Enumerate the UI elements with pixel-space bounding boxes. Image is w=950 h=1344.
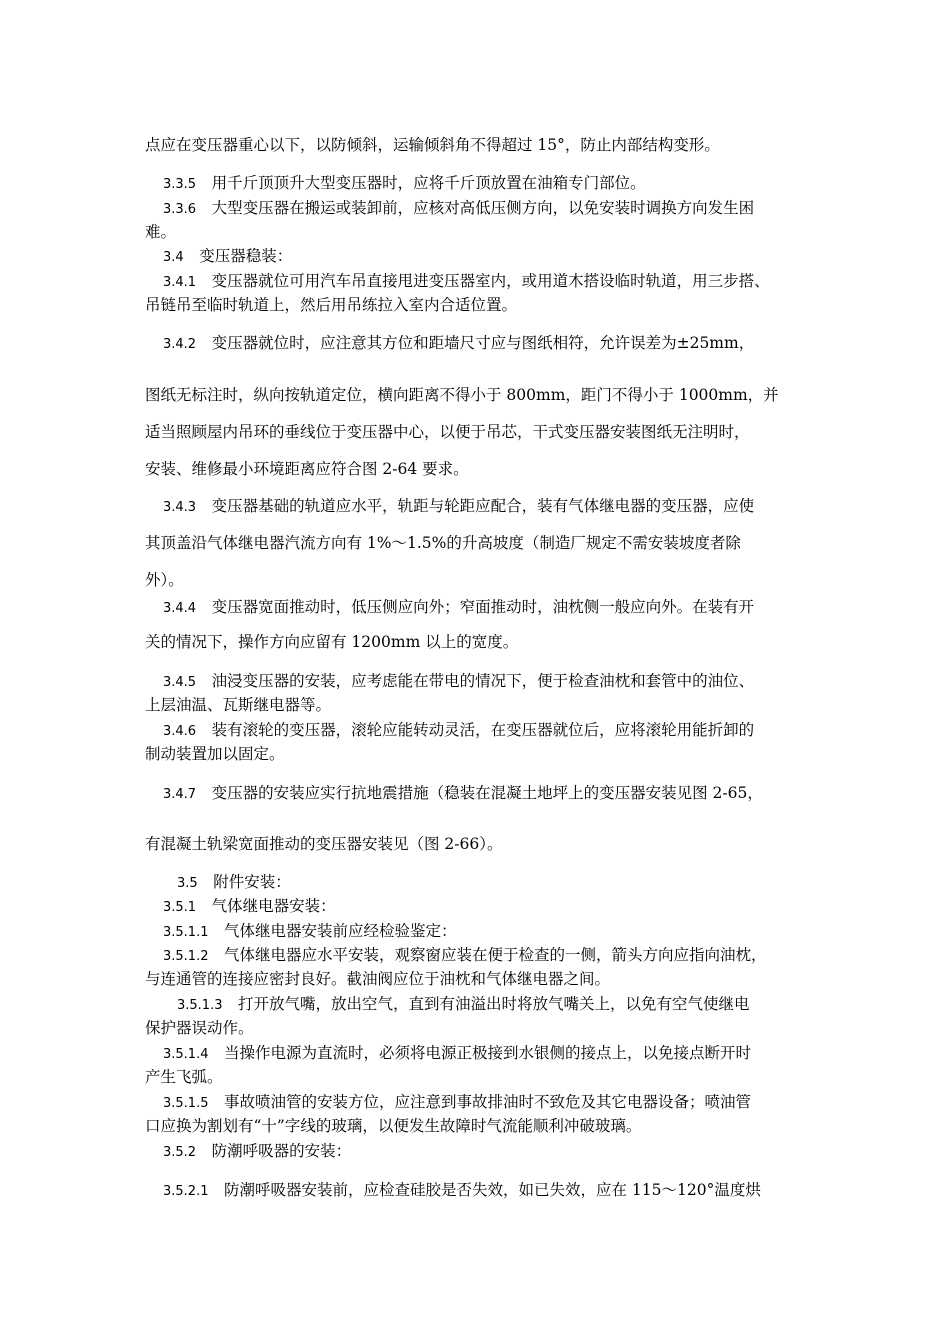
text-line: 保护器误动作。 bbox=[145, 1019, 254, 1037]
clause-number: 3.5.2 bbox=[163, 1145, 197, 1160]
text-line: 安装、维修最小环境距离应符合图 2-64 要求。 bbox=[145, 460, 469, 478]
text-line: 吊链吊至临时轨道上，然后用吊练拉入室内合适位置。 bbox=[145, 296, 518, 314]
clause-3-4-4: 3.4.4 变压器宽面推动时，低压侧应向外；窄面推动时，油枕侧一般应向外。在装有开 bbox=[163, 598, 755, 616]
text-line: 点应在变压器重心以下，以防倾斜，运输倾斜角不得超过 15°，防止内部结构变形。 bbox=[145, 136, 720, 154]
clause-3-5-1-1: 3.5.1.1 气体继电器安装前应经检验鉴定： bbox=[163, 922, 457, 940]
clause-3-4-3: 3.4.3 变压器基础的轨道应水平，轨距与轮距应配合，装有气体继电器的变压器，应使 bbox=[163, 497, 755, 515]
clause-3-4-1: 3.4.1 变压器就位可用汽车吊直接甩进变压器室内，或用道木搭设临时轨道，用三步搭、 bbox=[163, 272, 770, 290]
text-line: 适当照顾屋内吊环的垂线位于变压器中心，以便于吊芯，干式变压器安装图纸无注明时， bbox=[145, 423, 750, 441]
clause-number: 3.5.1.3 bbox=[177, 998, 223, 1013]
clause-number: 3.5.2.1 bbox=[163, 1184, 209, 1199]
clause-number: 3.5.1.2 bbox=[163, 949, 209, 964]
text-line: 关的情况下，操作方向应留有 1200mm 以上的宽度。 bbox=[145, 633, 519, 651]
clause-3-4-7: 3.4.7 变压器的安装应实行抗地震措施（稳装在混凝土地坪上的变压器安装见图 2-65， bbox=[163, 784, 763, 802]
text-line: 上层油温、瓦斯继电器等。 bbox=[145, 696, 332, 714]
section-3-4-heading: 3.4 变压器稳装： bbox=[163, 247, 293, 265]
section-3-5-heading: 3.5 附件安装： bbox=[177, 873, 291, 891]
clause-3-5-2-1: 3.5.2.1 防潮呼吸器安装前，应检查硅胶是否失效，如已失效，应在 115～120°温度烘 bbox=[163, 1181, 761, 1199]
clause-3-5-1-3: 3.5.1.3 打开放气嘴，放出空气，直到有油溢出时将放气嘴关上，以免有空气使继电 bbox=[177, 995, 750, 1013]
text-line: 难。 bbox=[145, 223, 177, 241]
clause-3-3-5: 3.3.5 用千斤顶顶升大型变压器时，应将千斤顶放置在油箱专门部位。 bbox=[163, 174, 646, 192]
clause-number: 3.4.1 bbox=[163, 275, 197, 290]
clause-number: 3.5.1 bbox=[163, 900, 197, 915]
clause-3-3-6: 3.3.6 大型变压器在搬运或装卸前，应核对高低压侧方向，以免安装时调换方向发生困 bbox=[163, 199, 755, 217]
text-line: 其顶盖沿气体继电器汽流方向有 1%～1.5%的升高坡度（制造厂规定不需安装坡度者除 bbox=[145, 534, 741, 552]
clause-3-5-1-2: 3.5.1.2 气体继电器应水平安装，观察窗应装在便于检查的一侧，箭头方向应指向油枕， bbox=[163, 946, 767, 964]
clause-number: 3.5.1.1 bbox=[163, 925, 209, 940]
clause-3-5-1-5: 3.5.1.5 事故喷油管的安装方位，应注意到事故排油时不致危及其它电器设备；喷油管 bbox=[163, 1093, 752, 1111]
clause-3-5-1: 3.5.1 气体继电器安装： bbox=[163, 897, 336, 915]
clause-number: 3.4.5 bbox=[163, 675, 197, 690]
clause-number: 3.5.1.5 bbox=[163, 1096, 209, 1111]
clause-3-4-6: 3.4.6 装有滚轮的变压器，滚轮应能转动灵活，在变压器就位后，应将滚轮用能折卸的 bbox=[163, 721, 755, 739]
clause-3-4-2: 3.4.2 变压器就位时，应注意其方位和距墙尺寸应与图纸相符，允许误差为±25mm， bbox=[163, 334, 755, 352]
text-line: 产生飞弧。 bbox=[145, 1068, 223, 1086]
clause-3-4-5: 3.4.5 油浸变压器的安装，应考虑能在带电的情况下，便于检查油枕和套管中的油位、 bbox=[163, 672, 755, 690]
text-line: 与连通管的连接应密封良好。截油阀应位于油枕和气体继电器之间。 bbox=[145, 970, 611, 988]
clause-number: 3.3.6 bbox=[163, 202, 197, 217]
text-line: 口应换为割划有“十”字线的玻璃，以便发生故障时气流能顺利冲破玻璃。 bbox=[145, 1117, 642, 1135]
text-line: 图纸无标注时，纵向按轨道定位，横向距离不得小于 800mm，距门不得小于 1000mm，并 bbox=[145, 386, 779, 404]
clause-number: 3.4.4 bbox=[163, 601, 197, 616]
text-line: 制动装置加以固定。 bbox=[145, 745, 285, 763]
clause-3-5-2: 3.5.2 防潮呼吸器的安装： bbox=[163, 1142, 352, 1160]
text-line: 有混凝土轨梁宽面推动的变压器安装见（图 2-66）。 bbox=[145, 835, 503, 853]
clause-3-5-1-4: 3.5.1.4 当操作电源为直流时，必须将电源正极接到水银侧的接点上，以免接点断开时 bbox=[163, 1044, 752, 1062]
clause-number: 3.4.2 bbox=[163, 337, 197, 352]
text-line: 外）。 bbox=[145, 571, 184, 589]
clause-number: 3.4 bbox=[163, 250, 184, 265]
clause-number: 3.3.5 bbox=[163, 177, 197, 192]
clause-number: 3.4.6 bbox=[163, 724, 197, 739]
clause-number: 3.4.3 bbox=[163, 500, 197, 515]
clause-number: 3.5 bbox=[177, 876, 198, 891]
clause-number: 3.5.1.4 bbox=[163, 1047, 209, 1062]
clause-number: 3.4.7 bbox=[163, 787, 197, 802]
